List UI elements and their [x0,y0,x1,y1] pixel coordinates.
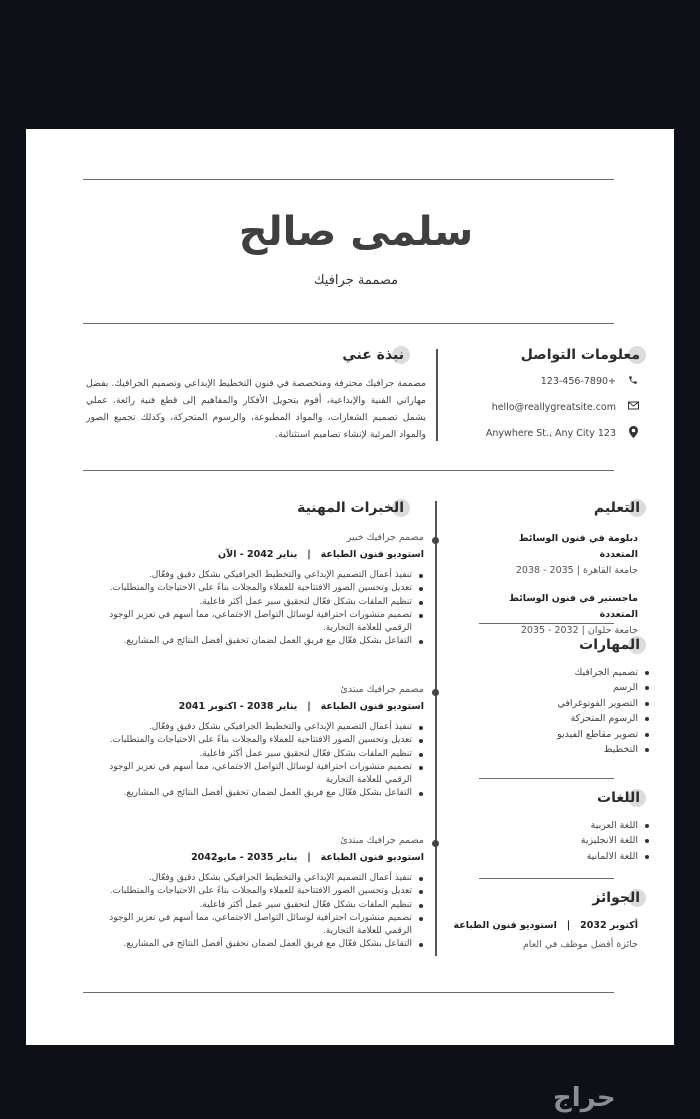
job-entry [104,682,424,801]
section-divider [83,470,614,471]
haraj-watermark-logo: حراج [553,1083,616,1113]
job-role: مصمم جرافيك مبتدئ [340,835,424,846]
person-name: سلمى صالح [238,209,474,255]
job-duty: التفاعل بشكل فعّال مع فريق العمل لضمان تحقيق أفضل النتائج في المشاريع. [104,938,412,951]
education-degree: دبلومة في فنون الوسائط المتعددة [518,533,638,560]
education-detail: جامعة حلوان | 2032 - 2035 [520,625,638,636]
job-duty: تنفيذ أعمال التصميم الإبداعي والتخطيط الجرافيكي بشكل دقيق وفعّال. [104,721,412,734]
job-company-dates: استوديو فنون الطباعة | يناير 2035 - مايو2042 [191,852,424,863]
bottom-divider [83,992,614,993]
job-duty: تصميم منشورات احترافية لوسائل التواصل الاجتماعي، مما أسهم في تعزيز الوجود الرقمي للعلامة التجارية [104,761,412,788]
skill-item: التخطيط [478,742,638,757]
skill-item: تصميم الجرافيك [478,665,638,680]
job-entry [104,530,424,649]
experience-heading: الخبرات المهنية [297,500,404,516]
job-duty: تنفيذ أعمال التصميم الإبداعي والتخطيط الجرافيكي بشكل دقيق وفعّال. [104,569,412,582]
job-duty: التفاعل بشكل فعّال مع فريق العمل لضمان تحقيق أفضل النتائج في المشاريع. [104,787,412,800]
awards-heading: الجوائز [592,890,640,906]
skill-item: التصوير الفوتوغرافي [478,696,638,711]
languages-divider [479,878,614,879]
resume-page [26,129,674,1045]
award-title: أكتوبر 2032 | استوديو فنون الطباعة [453,920,638,931]
language-item: اللغة العربية [478,818,638,833]
email-value[interactable]: hello@reallygreatsite.com [491,401,616,413]
contact-address [460,426,640,441]
job-title: مصممة جرافيك [313,273,399,288]
award-entry [446,918,638,953]
job-duties [104,872,424,952]
skills-list [478,665,650,757]
contact-phone [460,375,640,388]
education-divider [479,623,614,624]
job-duties [104,569,424,649]
job-duty: تعديل وتحسين الصور الافتتاحية للعملاء والمجلات بناءً على الاحتياجات والمتطلبات. [104,582,412,595]
job-duty: التفاعل بشكل فعّال مع فريق العمل لضمان تحقيق أفضل النتائج في المشاريع. [104,635,412,648]
timeline-line [435,501,437,956]
location-pin-icon [626,426,640,441]
skill-item: الرسوم المتحركة [478,711,638,726]
job-duty: تعديل وتحسين الصور الافتتاحية للعملاء والمجلات بناءً على الاحتياجات والمتطلبات. [104,885,412,898]
job-duty: تنظيم الملفات بشكل فعّال لتحقيق سير عمل أكثر فاعلية. [104,596,412,609]
job-duty: تنظيم الملفات بشكل فعّال لتحقيق سير عمل أكثر فاعلية. [104,748,412,761]
job-duty: تعديل وتحسين الصور الافتتاحية للعملاء والمجلات بناءً على الاحتياجات والمتطلبات. [104,734,412,747]
envelope-icon [626,401,640,413]
timeline-dot [432,537,439,544]
language-item: اللغة الانجليزية [478,833,638,848]
job-role: مصمم جرافيك خبير [346,532,424,543]
contact-heading: معلومات التواصل [521,347,640,363]
about-heading: نبذة عني [342,347,404,363]
education-heading: التعليم [594,500,640,516]
job-duty: تنظيم الملفات بشكل فعّال لتحقيق سير عمل أكثر فاعلية. [104,899,412,912]
job-company-dates: استوديو فنون الطباعة | يناير 2042 - الآن [218,549,424,560]
timeline-dot [432,840,439,847]
about-text: مصممة جرافيك محترفة ومتخصصة في فنون التخطيط الإبداعي وتصميم الجرافيك. بفضل مهاراتي الفنية والإبداعية، أقوم بتحويل الأفكار والمفاهيم إلى قطع فنية رائعة. عملي يشمل تصميم الشعارات، والمواد المطبوعة، والرسوم المتحركة، وكذلك تجميع الصور والمواد المرئية لإنشاء تصاميم استثنائية. [86,378,426,440]
skills-divider [479,778,614,779]
header-divider [83,323,614,324]
top-divider [83,179,614,180]
job-company-dates: استوديو فنون الطباعة | يناير 2038 - اكتوبر 2041 [178,701,424,712]
languages-list [478,818,650,864]
job-role: مصمم جرافيك مبتدئ [340,684,424,695]
job-entry [104,833,424,952]
job-duties [104,721,424,801]
education-degree: ماجستير في فنون الوسائط المتعددة [509,593,638,620]
phone-value[interactable]: 123-456-7890+ [540,376,616,387]
address-value: Anywhere St., Any City 123 [485,428,616,439]
job-duty: تصميم منشورات احترافية لوسائل التواصل الاجتماعي، مما أسهم في تعزيز الوجود الرقمي للعلامة التجارية. [104,912,412,939]
job-duty: تنفيذ أعمال التصميم الإبداعي والتخطيط الجرافيكي بشكل دقيق وفعّال. [104,872,412,885]
skill-item: تصوير مقاطع الفيديو [478,727,638,742]
contact-email [460,401,640,413]
award-detail: جائزة أفضل موظف في العام [522,939,638,950]
skill-item: الرسم [478,680,638,695]
languages-heading: اللغات [597,790,640,806]
education-detail: جامعة القاهرة | 2035 - 2038 [515,565,638,576]
job-duty: تصميم منشورات احترافية لوسائل التواصل الاجتماعي، مما أسهم في تعزيز الوجود الرقمي للعلامة التجارية. [104,609,412,636]
timeline-dot [432,689,439,696]
language-item: اللغة الالمانية [478,849,638,864]
contact-about-separator [436,349,438,441]
phone-icon [626,375,640,388]
skills-heading: المهارات [579,637,640,653]
